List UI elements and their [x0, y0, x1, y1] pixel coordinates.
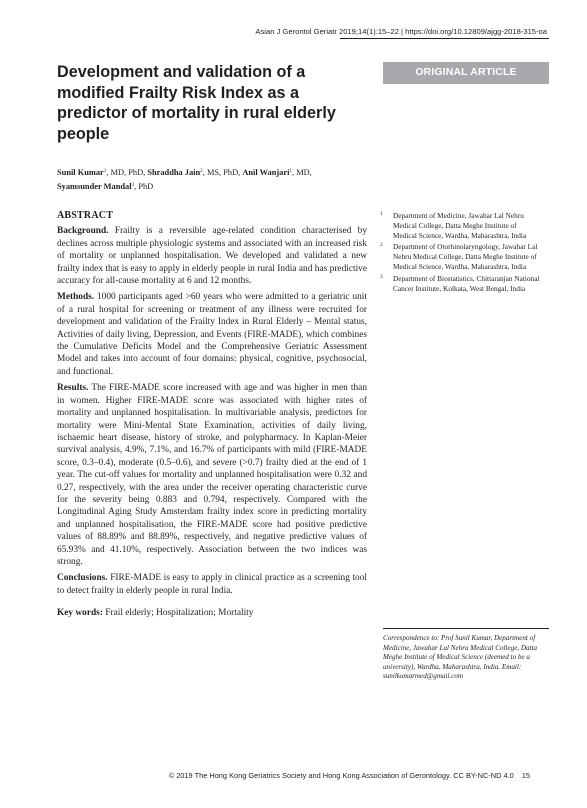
article-type-badge: ORIGINAL ARTICLE [383, 62, 549, 84]
header-rule [340, 38, 549, 39]
affiliation-2: 2 Department of Otorhinolaryngology, Jawahar Lal Nehru Medical College, Datta Meghe Institute of Medical Science, Wardha, Maharashtra, India [380, 242, 538, 271]
author-1: Sunil Kumar$^1$, MD, PhD, [57, 168, 148, 177]
author-2: Shraddha Jain$^2$, MS, PhD, [147, 168, 243, 177]
keywords: Key words: Frail elderly; Hospitalization; Mortality [57, 608, 254, 619]
copyright-notice: © 2019 The Hong Kong Geriatrics Society and Hong Kong Association of Gerontology. CC BY-NC-ND 4.0 [168, 771, 514, 780]
article-title: Development and validation of a modified Frailty Risk Index as a predictor of mortality in rural elderly people [57, 63, 336, 143]
correspondence: Correspondence to: Prof Sunil Kumar, Department of Medicine, Jawahar Lal Nehru Medical College, Datta Meghe Institute of Medical Science (deemed to be a university), Wardha, Maharashtra, India. Email: sunilkumarmed@gmail.com [383, 634, 538, 681]
affiliation-3: 3 Department of Biostatistics, Chittaranjan National Cancer Institute, Kolkata, West Bengal, India [380, 273, 540, 293]
author-list [57, 166, 357, 194]
author-3: Anil Wanjari$^1$, MD, [242, 168, 312, 177]
abstract [57, 210, 367, 624]
abstract-conclusions: Conclusions. FIRE-MADE is easy to apply in clinical practice as a screening tool to detect frailty in elderly people in rural India. [57, 573, 367, 596]
abstract-heading: ABSTRACT [57, 210, 114, 221]
affiliation-1: 1 Department of Medicine, Jawahar Lal Nehru Medical College, Datta Meghe Institute of Medical Science, Wardha, Maharashtra, India [380, 211, 527, 240]
journal-citation-line: Asian J Gerontol Geriatr 2019;14(1):15–22 | https://doi.org/10.12809/ajgg-2018-315-oa [255, 27, 547, 36]
page-footer [169, 771, 530, 780]
page-number: 15 [521, 771, 530, 780]
abstract-methods: Methods. 1000 participants aged >60 years who were admitted to a geriatric unit of a rural hospital for screening or treatment of any illness were recruited for development and validation of the Frailty Index in Rural Elderly – Mental status, Activities of daily living, Depression, and Events (FIRE-MADE), which combines the Cumulative Deficits Model and the Comprehensive Geriatric Assessment Model and takes into account of four domains: physical, cognitive, psychosocial, and functional. [57, 292, 367, 377]
correspondence-rule [383, 628, 549, 629]
abstract-results: Results. The FIRE-MADE score increased with age and was higher in men than in women. Higher FIRE-MADE score was associated with higher rates of mortality and unplanned hospitalisation. In multivariable analysis, predictors for mortality were Mini-Mental State Examination, activities of daily living, ischaemic heart disease, history of stroke, and polypharmacy. In Kaplan-Meier survival analysis, 4.9%, 7.1%, and 16.7% of participants with mild (FIRE-MADE score, 0.3–0.4), moderate (0.5–0.6), and severe (>0.7) frailty died at the end of 1 year. The cut-off values for mortality and unplanned hospitalisation were 0.32 and 0.27, respectively, with the area under the receiver operating characteristic curve for the severity being 0.883 and 0.794, respectively. Compared with the Longitudinal Aging Study Amsterdam frailty index score in predicting mortality and unplanned hospitalisation, the FIRE-MADE score had positive predictive values of 88.89% and 88.89%, respectively, and negative predictive values of 65.93% and 41.10%, respectively. Association between the two indices was strong. [57, 383, 367, 567]
affiliations [380, 211, 540, 295]
abstract-background: Background. Frailty is a reversible age-related condition characterised by declines across multiple physiologic systems and associated with an increased risk of mortality or unplanned hospitalisation. We developed and validated a new frailty index that is easy to apply in elderly people in rural India and has predictive accuracy for all-cause mortality at 6 and 12 months. [57, 226, 367, 287]
author-4: Syamsunder Mandal$^3$, PhD [57, 182, 154, 191]
